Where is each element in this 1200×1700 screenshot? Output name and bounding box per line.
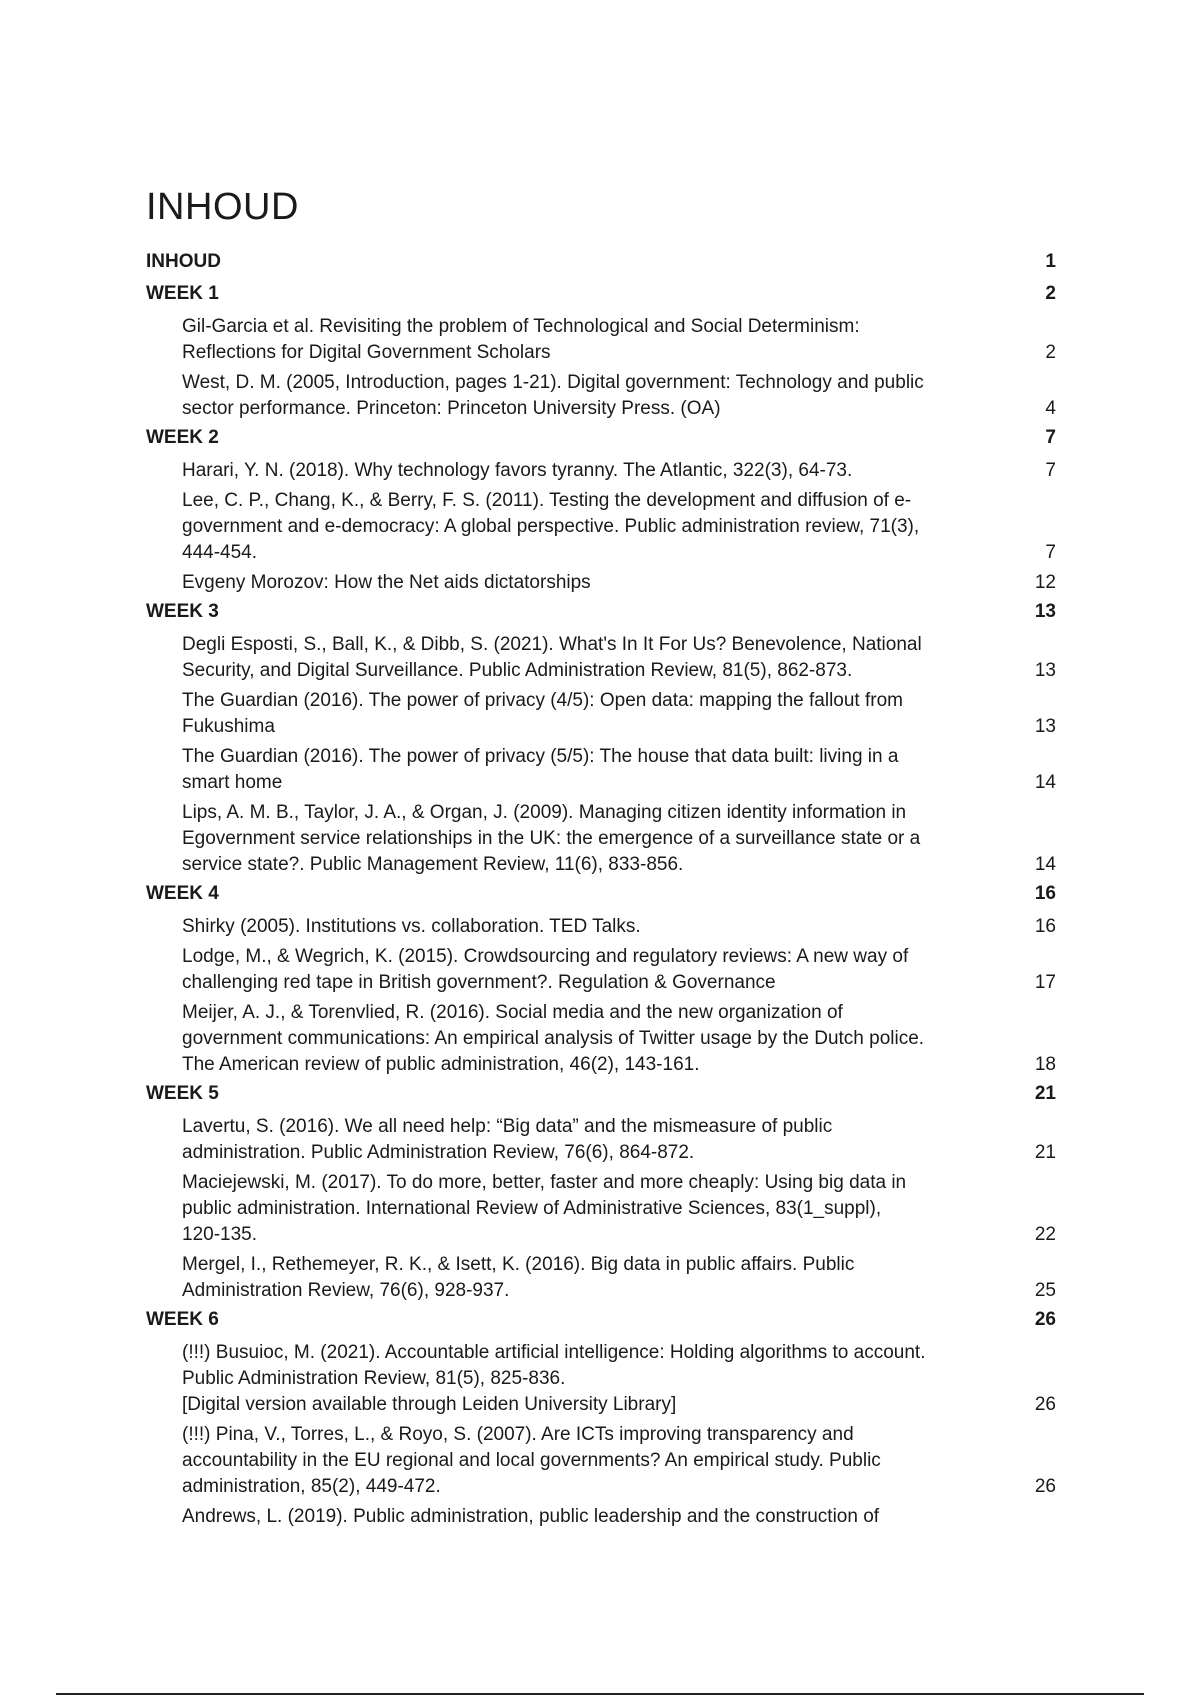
toc-entry[interactable] xyxy=(146,314,1056,366)
toc-page-number: 22 xyxy=(1034,1224,1056,1245)
toc-entry-text xyxy=(182,1504,1016,1530)
toc-entry-text xyxy=(182,1000,1016,1078)
toc-entry-text xyxy=(182,744,1016,796)
toc-entry-line: Security, and Digital Surveillance. Public Administration Review, 81(5), 862-873. xyxy=(182,660,853,681)
toc-entry-line: The Guardian (2016). The power of privacy (5/5): The house that data built: living in a xyxy=(182,746,899,767)
toc-entry-line: Lee, C. P., Chang, K., & Berry, F. S. (2011). Testing the development and diffusion of e- xyxy=(182,490,912,511)
toc-section-heading[interactable] xyxy=(146,282,1056,306)
toc-entry-line: Evgeny Morozov: How the Net aids dictatorships xyxy=(182,572,591,593)
toc-page-number: 14 xyxy=(1034,772,1056,793)
toc-page-number: 7 xyxy=(1045,460,1056,481)
toc-entry[interactable] xyxy=(146,688,1056,740)
toc-entry[interactable] xyxy=(146,458,1056,484)
toc-section-heading[interactable] xyxy=(146,882,1056,906)
toc-entry-line: The American review of public administration, 46(2), 143-161. xyxy=(182,1054,700,1075)
toc-entry-line: administration. Public Administration Review, 76(6), 864-872. xyxy=(182,1142,695,1163)
toc-entry[interactable] xyxy=(146,914,1056,940)
toc-entry[interactable] xyxy=(146,1114,1056,1166)
toc-entry[interactable] xyxy=(146,632,1056,684)
toc-entry-text xyxy=(182,458,1016,484)
toc-page-number: 26 xyxy=(1034,1394,1056,1415)
toc-page-number: 16 xyxy=(1034,883,1056,904)
toc-entry-line: 120-135. xyxy=(182,1224,258,1245)
table-of-contents xyxy=(146,250,1056,1534)
toc-entry-line: Meijer, A. J., & Torenvlied, R. (2016). Social media and the new organization of xyxy=(182,1002,843,1023)
toc-entry-line: Egovernment service relationships in the UK: the emergence of a surveillance state or a xyxy=(182,828,921,849)
toc-section-heading[interactable] xyxy=(146,1082,1056,1106)
toc-heading-label: WEEK 1 xyxy=(146,283,219,304)
toc-page-number: 7 xyxy=(1045,542,1056,563)
toc-entry-text xyxy=(182,1170,1016,1248)
toc-heading-label: INHOUD xyxy=(146,251,221,272)
toc-page-number: 2 xyxy=(1045,342,1056,363)
toc-entry[interactable] xyxy=(146,1252,1056,1304)
toc-page-number: 12 xyxy=(1034,572,1056,593)
toc-entry-line: sector performance. Princeton: Princeton University Press. (OA) xyxy=(182,398,721,419)
toc-entry-text xyxy=(182,1340,1016,1418)
toc-heading-label: WEEK 4 xyxy=(146,883,219,904)
toc-entry-line: West, D. M. (2005, Introduction, pages 1-21). Digital government: Technology and public xyxy=(182,372,924,393)
toc-entry-text xyxy=(182,370,1016,422)
toc-page-number: 21 xyxy=(1034,1083,1056,1104)
page-title: INHOUD xyxy=(146,186,299,228)
toc-entry[interactable] xyxy=(146,944,1056,996)
toc-entry-text xyxy=(182,944,1016,996)
toc-section-heading[interactable] xyxy=(146,600,1056,624)
toc-entry[interactable] xyxy=(146,1000,1056,1078)
toc-page-number: 4 xyxy=(1045,398,1056,419)
toc-entry-line: Administration Review, 76(6), 928-937. xyxy=(182,1280,510,1301)
toc-section-heading[interactable] xyxy=(146,1308,1056,1332)
footer-divider xyxy=(56,1693,1144,1695)
toc-entry[interactable] xyxy=(146,370,1056,422)
toc-entry-text xyxy=(182,688,1016,740)
toc-entry-text xyxy=(182,314,1016,366)
toc-entry-line: Shirky (2005). Institutions vs. collaboration. TED Talks. xyxy=(182,916,641,937)
toc-entry-line: The Guardian (2016). The power of privacy (4/5): Open data: mapping the fallout from xyxy=(182,690,903,711)
toc-entry-line: (!!!) Pina, V., Torres, L., & Royo, S. (2007). Are ICTs improving transparency and xyxy=(182,1424,854,1445)
toc-entry-line: [Digital version available through Leiden University Library] xyxy=(182,1394,677,1415)
toc-section-heading[interactable] xyxy=(146,250,1056,274)
toc-entry-text xyxy=(182,1114,1016,1166)
toc-page-number: 26 xyxy=(1034,1309,1056,1330)
toc-entry[interactable] xyxy=(146,1170,1056,1248)
toc-entry-line: Gil-Garcia et al. Revisiting the problem of Technological and Social Determinism: xyxy=(182,316,860,337)
toc-entry-line: Degli Esposti, S., Ball, K., & Dibb, S. (2021). What's In It For Us? Benevolence, National xyxy=(182,634,922,655)
toc-entry[interactable] xyxy=(146,488,1056,566)
toc-entry-line: accountability in the EU regional and local governments? An empirical study. Public xyxy=(182,1450,881,1471)
toc-page-number: 7 xyxy=(1045,427,1056,448)
toc-entry[interactable] xyxy=(146,1422,1056,1500)
toc-page-number: 14 xyxy=(1034,854,1056,875)
toc-entry-line: Maciejewski, M. (2017). To do more, better, faster and more cheaply: Using big data in xyxy=(182,1172,907,1193)
toc-entry[interactable] xyxy=(146,744,1056,796)
toc-entry-line: Lips, A. M. B., Taylor, J. A., & Organ, J. (2009). Managing citizen identity information in xyxy=(182,802,907,823)
toc-page-number: 16 xyxy=(1034,916,1056,937)
toc-entry-text xyxy=(182,488,1016,566)
toc-heading-label: WEEK 3 xyxy=(146,601,219,622)
toc-entry-line: public administration. International Review of Administrative Sciences, 83(1_suppl), xyxy=(182,1198,882,1219)
toc-entry-text xyxy=(182,800,1016,878)
toc-entry-text xyxy=(182,914,1016,940)
toc-entry[interactable] xyxy=(146,1504,1056,1530)
toc-entry-text xyxy=(182,632,1016,684)
toc-entry-line: Lodge, M., & Wegrich, K. (2015). Crowdsourcing and regulatory reviews: A new way of xyxy=(182,946,909,967)
toc-page-number: 21 xyxy=(1034,1142,1056,1163)
toc-entry-text xyxy=(182,570,1016,596)
toc-page-number: 25 xyxy=(1034,1280,1056,1301)
toc-entry-line: challenging red tape in British government?. Regulation & Governance xyxy=(182,972,776,993)
toc-section-heading[interactable] xyxy=(146,426,1056,450)
toc-entry-line: Harari, Y. N. (2018). Why technology favors tyranny. The Atlantic, 322(3), 64-73. xyxy=(182,460,853,481)
toc-page-number: 18 xyxy=(1034,1054,1056,1075)
toc-entry-line: Reflections for Digital Government Scholars xyxy=(182,342,551,363)
toc-heading-label: WEEK 6 xyxy=(146,1309,219,1330)
toc-page-number: 26 xyxy=(1034,1476,1056,1497)
toc-entry-text xyxy=(182,1252,1016,1304)
toc-page-number: 13 xyxy=(1034,601,1056,622)
toc-entry-line: 444-454. xyxy=(182,542,258,563)
toc-entry[interactable] xyxy=(146,800,1056,878)
toc-heading-label: WEEK 5 xyxy=(146,1083,219,1104)
toc-entry-line: Mergel, I., Rethemeyer, R. K., & Isett, K. (2016). Big data in public affairs. Public xyxy=(182,1254,855,1275)
toc-page-number: 13 xyxy=(1034,716,1056,737)
toc-entry-line: administration, 85(2), 449-472. xyxy=(182,1476,441,1497)
toc-entry-line: government communications: An empirical analysis of Twitter usage by the Dutch police. xyxy=(182,1028,925,1049)
toc-page-number: 17 xyxy=(1034,972,1056,993)
toc-entry-line: government and e-democracy: A global perspective. Public administration review, 71(3), xyxy=(182,516,920,537)
toc-entry-line: (!!!) Busuioc, M. (2021). Accountable artificial intelligence: Holding algorithms to account. xyxy=(182,1342,926,1363)
toc-entry-line: Fukushima xyxy=(182,716,275,737)
toc-entry-line: Lavertu, S. (2016). We all need help: “Big data” and the mismeasure of public xyxy=(182,1116,833,1137)
toc-page-number: 1 xyxy=(1045,251,1056,272)
toc-heading-label: WEEK 2 xyxy=(146,427,219,448)
toc-page-number: 2 xyxy=(1045,283,1056,304)
toc-entry-text xyxy=(182,1422,1016,1500)
toc-page-number: 13 xyxy=(1034,660,1056,681)
toc-entry[interactable] xyxy=(146,570,1056,596)
toc-entry-line: smart home xyxy=(182,772,283,793)
toc-entry[interactable] xyxy=(146,1340,1056,1418)
toc-entry-line: Andrews, L. (2019). Public administration, public leadership and the construction of xyxy=(182,1506,880,1527)
toc-entry-line: Public Administration Review, 81(5), 825-836. xyxy=(182,1368,566,1389)
toc-entry-line: service state?. Public Management Review, 11(6), 833-856. xyxy=(182,854,684,875)
